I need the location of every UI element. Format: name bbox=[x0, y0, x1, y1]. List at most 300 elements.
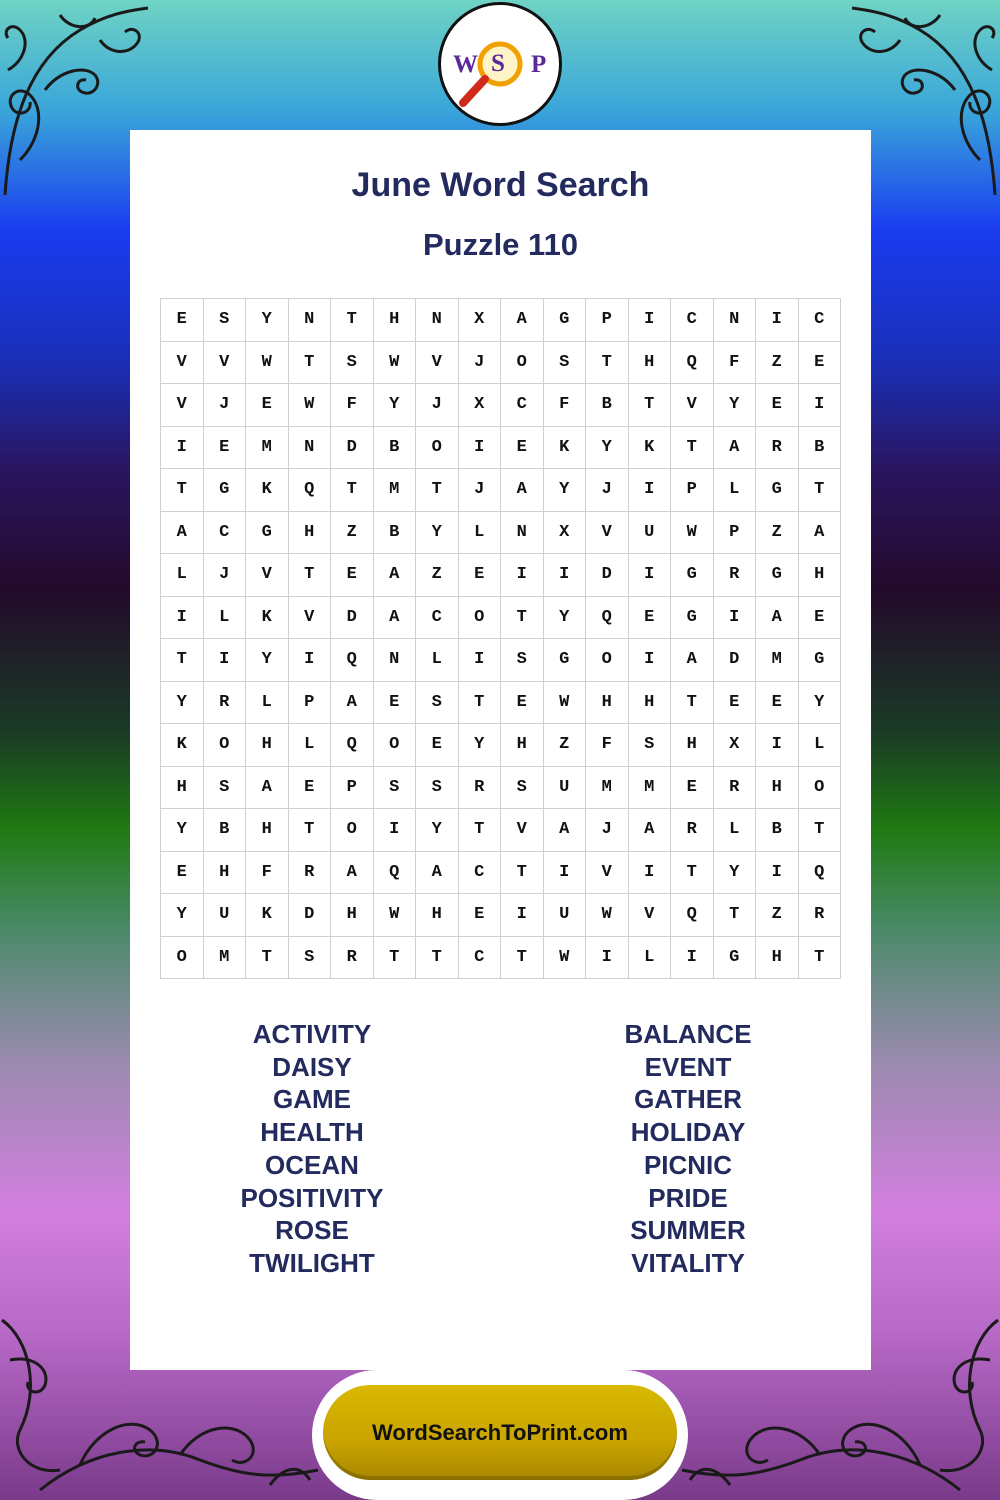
grid-cell[interactable]: R bbox=[671, 809, 714, 852]
grid-cell[interactable]: Q bbox=[586, 596, 629, 639]
grid-row bbox=[161, 809, 841, 852]
grid-cell[interactable]: V bbox=[161, 384, 204, 427]
grid-cell[interactable]: W bbox=[373, 894, 416, 937]
grid-cell[interactable]: T bbox=[798, 469, 841, 512]
grid-cell[interactable]: U bbox=[628, 511, 671, 554]
grid-cell[interactable]: V bbox=[586, 511, 629, 554]
grid-cell[interactable]: W bbox=[543, 681, 586, 724]
grid-cell[interactable]: G bbox=[246, 511, 289, 554]
grid-cell[interactable]: T bbox=[161, 469, 204, 512]
grid-cell[interactable]: J bbox=[458, 341, 501, 384]
grid-cell[interactable]: I bbox=[756, 851, 799, 894]
grid-cell[interactable]: X bbox=[458, 384, 501, 427]
grid-cell[interactable]: C bbox=[798, 299, 841, 342]
grid-cell[interactable]: I bbox=[798, 384, 841, 427]
grid-cell[interactable]: E bbox=[331, 554, 374, 597]
grid-cell[interactable]: T bbox=[501, 596, 544, 639]
grid-cell[interactable]: R bbox=[331, 936, 374, 979]
grid-cell[interactable]: Z bbox=[543, 724, 586, 767]
grid-cell[interactable]: Y bbox=[586, 426, 629, 469]
grid-cell[interactable]: Z bbox=[756, 511, 799, 554]
grid-cell[interactable]: E bbox=[713, 681, 756, 724]
grid-cell[interactable]: G bbox=[671, 596, 714, 639]
grid-cell[interactable]: I bbox=[671, 936, 714, 979]
grid-cell[interactable]: H bbox=[416, 894, 459, 937]
grid-cell[interactable]: E bbox=[756, 384, 799, 427]
grid-cell[interactable]: M bbox=[756, 639, 799, 682]
grid-cell[interactable]: E bbox=[161, 299, 204, 342]
grid-row bbox=[161, 894, 841, 937]
grid-row bbox=[161, 851, 841, 894]
grid-cell[interactable]: B bbox=[373, 426, 416, 469]
grid-cell[interactable]: G bbox=[543, 639, 586, 682]
grid-cell[interactable]: P bbox=[671, 469, 714, 512]
grid-row bbox=[161, 299, 841, 342]
grid-cell[interactable]: D bbox=[713, 639, 756, 682]
grid-cell[interactable]: N bbox=[288, 299, 331, 342]
grid-cell[interactable]: C bbox=[416, 596, 459, 639]
grid-cell[interactable]: E bbox=[203, 426, 246, 469]
grid-cell[interactable]: R bbox=[713, 766, 756, 809]
grid-cell[interactable]: U bbox=[543, 766, 586, 809]
grid-cell[interactable]: A bbox=[416, 851, 459, 894]
grid-cell[interactable]: P bbox=[288, 681, 331, 724]
grid-cell[interactable]: V bbox=[501, 809, 544, 852]
grid-cell[interactable]: E bbox=[416, 724, 459, 767]
grid-cell[interactable]: A bbox=[161, 511, 204, 554]
grid-cell[interactable]: M bbox=[246, 426, 289, 469]
grid-cell[interactable]: N bbox=[416, 299, 459, 342]
grid-cell[interactable]: B bbox=[203, 809, 246, 852]
corner-ornament-top-left bbox=[0, 0, 150, 200]
website-link-button[interactable]: WordSearchToPrint.com bbox=[323, 1385, 677, 1480]
grid-cell[interactable]: J bbox=[203, 384, 246, 427]
word-item: OCEAN bbox=[265, 1149, 359, 1180]
grid-cell[interactable]: I bbox=[161, 596, 204, 639]
grid-cell[interactable]: K bbox=[246, 596, 289, 639]
grid-cell[interactable]: K bbox=[246, 469, 289, 512]
grid-cell[interactable]: Z bbox=[756, 894, 799, 937]
grid-cell[interactable]: Y bbox=[543, 596, 586, 639]
grid-cell[interactable]: H bbox=[373, 299, 416, 342]
grid-cell[interactable]: M bbox=[373, 469, 416, 512]
word-item: DAISY bbox=[272, 1051, 352, 1082]
grid-cell[interactable]: T bbox=[458, 681, 501, 724]
grid-cell[interactable]: T bbox=[161, 639, 204, 682]
grid-cell[interactable]: E bbox=[458, 554, 501, 597]
word-item: ROSE bbox=[275, 1215, 349, 1246]
grid-cell[interactable]: J bbox=[586, 809, 629, 852]
grid-cell[interactable]: H bbox=[628, 681, 671, 724]
grid-cell[interactable]: C bbox=[203, 511, 246, 554]
grid-cell[interactable]: I bbox=[501, 894, 544, 937]
word-item: TWILIGHT bbox=[249, 1247, 375, 1278]
grid-cell[interactable]: W bbox=[246, 341, 289, 384]
grid-cell[interactable]: W bbox=[373, 341, 416, 384]
grid-cell[interactable]: L bbox=[713, 809, 756, 852]
grid-cell[interactable]: I bbox=[628, 299, 671, 342]
grid-cell[interactable]: Y bbox=[543, 469, 586, 512]
grid-cell[interactable]: T bbox=[331, 469, 374, 512]
grid-cell[interactable]: V bbox=[628, 894, 671, 937]
grid-cell[interactable]: R bbox=[756, 426, 799, 469]
grid-cell[interactable]: S bbox=[416, 766, 459, 809]
grid-cell[interactable]: T bbox=[798, 936, 841, 979]
grid-cell[interactable]: T bbox=[288, 809, 331, 852]
grid-cell[interactable]: T bbox=[798, 809, 841, 852]
logo-letter-s: S bbox=[491, 50, 505, 77]
grid-cell[interactable]: Q bbox=[373, 851, 416, 894]
grid-cell[interactable]: R bbox=[288, 851, 331, 894]
grid-cell[interactable]: P bbox=[586, 299, 629, 342]
grid-cell[interactable]: X bbox=[543, 511, 586, 554]
grid-cell[interactable]: T bbox=[288, 554, 331, 597]
grid-cell[interactable]: W bbox=[586, 894, 629, 937]
grid-cell[interactable]: U bbox=[543, 894, 586, 937]
grid-cell[interactable]: O bbox=[798, 766, 841, 809]
grid-cell[interactable]: I bbox=[628, 554, 671, 597]
grid-cell[interactable]: G bbox=[203, 469, 246, 512]
grid-cell[interactable]: J bbox=[416, 384, 459, 427]
grid-cell[interactable]: S bbox=[501, 639, 544, 682]
grid-cell[interactable]: E bbox=[373, 681, 416, 724]
grid-cell[interactable]: D bbox=[331, 596, 374, 639]
grid-cell[interactable]: K bbox=[543, 426, 586, 469]
grid-cell[interactable]: I bbox=[586, 936, 629, 979]
grid-cell[interactable]: B bbox=[373, 511, 416, 554]
grid-cell[interactable]: X bbox=[458, 299, 501, 342]
grid-cell[interactable]: O bbox=[161, 936, 204, 979]
grid-cell[interactable]: Q bbox=[798, 851, 841, 894]
grid-cell[interactable]: Z bbox=[756, 341, 799, 384]
grid-cell[interactable]: A bbox=[501, 469, 544, 512]
grid-cell[interactable]: I bbox=[543, 554, 586, 597]
grid-cell[interactable]: B bbox=[798, 426, 841, 469]
grid-cell[interactable]: L bbox=[161, 554, 204, 597]
grid-cell[interactable]: L bbox=[203, 596, 246, 639]
grid-row bbox=[161, 341, 841, 384]
grid-cell[interactable]: A bbox=[756, 596, 799, 639]
grid-cell[interactable]: H bbox=[246, 724, 289, 767]
puzzle-number: Puzzle 110 bbox=[422, 227, 579, 262]
grid-cell[interactable]: S bbox=[501, 766, 544, 809]
grid-cell[interactable]: T bbox=[246, 936, 289, 979]
grid-cell[interactable]: G bbox=[756, 554, 799, 597]
grid-cell[interactable]: Q bbox=[671, 894, 714, 937]
word-item: BALANCE bbox=[624, 1019, 752, 1049]
grid-cell[interactable]: Z bbox=[416, 554, 459, 597]
grid-cell[interactable]: I bbox=[161, 426, 204, 469]
grid-cell[interactable]: N bbox=[713, 299, 756, 342]
word-item: PICNIC bbox=[643, 1149, 733, 1180]
grid-cell[interactable]: V bbox=[671, 384, 714, 427]
grid-cell[interactable]: A bbox=[798, 511, 841, 554]
grid-cell[interactable]: G bbox=[671, 554, 714, 597]
grid-cell[interactable]: O bbox=[373, 724, 416, 767]
grid-cell[interactable]: L bbox=[458, 511, 501, 554]
grid-cell[interactable]: G bbox=[543, 299, 586, 342]
grid-row bbox=[161, 511, 841, 554]
grid-cell[interactable]: I bbox=[756, 724, 799, 767]
grid-cell[interactable]: Q bbox=[671, 341, 714, 384]
grid-cell[interactable]: S bbox=[331, 341, 374, 384]
grid-row bbox=[161, 681, 841, 724]
word-item: HEALTH bbox=[260, 1117, 364, 1148]
grid-cell[interactable]: Y bbox=[713, 851, 756, 894]
grid-cell[interactable]: F bbox=[586, 724, 629, 767]
grid-cell[interactable]: H bbox=[161, 766, 204, 809]
grid-cell[interactable]: F bbox=[331, 384, 374, 427]
grid-cell[interactable]: P bbox=[713, 511, 756, 554]
grid-cell[interactable]: Y bbox=[161, 894, 204, 937]
word-item: EVENT bbox=[644, 1051, 732, 1082]
grid-cell[interactable]: K bbox=[628, 426, 671, 469]
grid-cell[interactable]: J bbox=[203, 554, 246, 597]
grid-cell[interactable]: H bbox=[203, 851, 246, 894]
site-logo[interactable] bbox=[438, 2, 562, 126]
grid-cell[interactable]: D bbox=[586, 554, 629, 597]
grid-cell[interactable]: I bbox=[628, 639, 671, 682]
grid-cell[interactable]: D bbox=[288, 894, 331, 937]
grid-row bbox=[161, 426, 841, 469]
grid-cell[interactable]: M bbox=[203, 936, 246, 979]
grid-cell[interactable]: F bbox=[543, 384, 586, 427]
grid-row bbox=[161, 469, 841, 512]
grid-cell[interactable]: H bbox=[246, 809, 289, 852]
grid-cell[interactable]: G bbox=[798, 639, 841, 682]
grid-cell[interactable]: A bbox=[543, 809, 586, 852]
grid-cell[interactable]: R bbox=[203, 681, 246, 724]
grid-cell[interactable]: E bbox=[161, 851, 204, 894]
word-item: PRIDE bbox=[648, 1182, 728, 1213]
grid-cell[interactable]: Y bbox=[416, 511, 459, 554]
grid-cell[interactable]: V bbox=[246, 554, 289, 597]
grid-cell[interactable]: T bbox=[288, 341, 331, 384]
grid-cell[interactable]: T bbox=[628, 384, 671, 427]
grid-cell[interactable]: Y bbox=[161, 681, 204, 724]
grid-cell[interactable]: D bbox=[331, 426, 374, 469]
grid-cell[interactable]: A bbox=[671, 639, 714, 682]
grid-cell[interactable]: Q bbox=[288, 469, 331, 512]
logo-letter-w: W bbox=[453, 51, 478, 78]
grid-cell[interactable]: A bbox=[373, 596, 416, 639]
grid-cell[interactable]: H bbox=[331, 894, 374, 937]
grid-cell[interactable]: L bbox=[798, 724, 841, 767]
grid-cell[interactable]: A bbox=[501, 299, 544, 342]
grid-cell[interactable]: B bbox=[756, 809, 799, 852]
grid-cell[interactable]: Q bbox=[331, 724, 374, 767]
grid-cell[interactable]: L bbox=[246, 681, 289, 724]
grid-cell[interactable]: A bbox=[331, 681, 374, 724]
grid-cell[interactable]: T bbox=[416, 936, 459, 979]
grid-cell[interactable]: A bbox=[246, 766, 289, 809]
grid-cell[interactable]: T bbox=[501, 851, 544, 894]
grid-cell[interactable]: R bbox=[713, 554, 756, 597]
grid-cell[interactable]: E bbox=[671, 766, 714, 809]
grid-cell[interactable]: H bbox=[756, 766, 799, 809]
grid-cell[interactable]: M bbox=[586, 766, 629, 809]
grid-cell[interactable]: L bbox=[416, 639, 459, 682]
grid-cell[interactable]: U bbox=[203, 894, 246, 937]
grid-cell[interactable]: T bbox=[586, 341, 629, 384]
grid-cell[interactable]: O bbox=[416, 426, 459, 469]
grid-cell[interactable]: E bbox=[756, 681, 799, 724]
grid-cell[interactable]: S bbox=[416, 681, 459, 724]
grid-cell[interactable]: V bbox=[161, 341, 204, 384]
grid-cell[interactable]: I bbox=[756, 299, 799, 342]
grid-cell[interactable]: W bbox=[288, 384, 331, 427]
grid-cell[interactable]: I bbox=[501, 554, 544, 597]
grid-cell[interactable]: C bbox=[458, 936, 501, 979]
grid-cell[interactable]: Y bbox=[161, 809, 204, 852]
grid-cell[interactable]: H bbox=[798, 554, 841, 597]
grid-cell[interactable]: E bbox=[246, 384, 289, 427]
grid-cell[interactable]: N bbox=[373, 639, 416, 682]
grid-cell[interactable]: I bbox=[458, 639, 501, 682]
grid-cell[interactable]: Y bbox=[373, 384, 416, 427]
grid-cell[interactable]: V bbox=[586, 851, 629, 894]
grid-cell[interactable]: Y bbox=[246, 639, 289, 682]
grid-cell[interactable]: S bbox=[543, 341, 586, 384]
grid-cell[interactable]: T bbox=[671, 851, 714, 894]
word-item: ACTIVITY bbox=[252, 1019, 372, 1049]
word-item: POSITIVITY bbox=[240, 1182, 384, 1213]
grid-row bbox=[161, 554, 841, 597]
grid-cell[interactable]: E bbox=[501, 426, 544, 469]
grid-cell[interactable]: H bbox=[756, 936, 799, 979]
grid-cell[interactable]: Q bbox=[331, 639, 374, 682]
grid-cell[interactable]: N bbox=[501, 511, 544, 554]
grid-cell[interactable]: R bbox=[458, 766, 501, 809]
grid-cell[interactable]: V bbox=[416, 341, 459, 384]
word-item: GATHER bbox=[634, 1084, 742, 1115]
grid-row bbox=[161, 596, 841, 639]
grid-cell[interactable]: Z bbox=[331, 511, 374, 554]
grid-row bbox=[161, 724, 841, 767]
grid-cell[interactable]: T bbox=[713, 894, 756, 937]
grid-cell[interactable]: S bbox=[288, 936, 331, 979]
grid-cell[interactable]: T bbox=[671, 426, 714, 469]
grid-cell[interactable]: V bbox=[288, 596, 331, 639]
grid-cell[interactable]: E bbox=[628, 596, 671, 639]
word-item: GAME bbox=[273, 1084, 351, 1115]
page-title: June Word Search bbox=[351, 166, 650, 204]
grid-cell[interactable]: S bbox=[628, 724, 671, 767]
grid-cell[interactable]: L bbox=[628, 936, 671, 979]
grid-cell[interactable]: X bbox=[713, 724, 756, 767]
grid-cell[interactable]: S bbox=[203, 766, 246, 809]
corner-ornament-top-right bbox=[850, 0, 1000, 200]
grid-cell[interactable]: T bbox=[671, 681, 714, 724]
grid-cell[interactable]: F bbox=[713, 341, 756, 384]
grid-cell[interactable]: W bbox=[671, 511, 714, 554]
grid-cell[interactable]: S bbox=[203, 299, 246, 342]
grid-cell[interactable]: T bbox=[501, 936, 544, 979]
grid-cell[interactable]: E bbox=[798, 596, 841, 639]
grid-cell[interactable]: I bbox=[713, 596, 756, 639]
grid-cell[interactable]: T bbox=[416, 469, 459, 512]
grid-cell[interactable]: A bbox=[628, 809, 671, 852]
word-item: HOLIDAY bbox=[630, 1117, 746, 1148]
grid-cell[interactable]: I bbox=[458, 426, 501, 469]
grid-cell[interactable]: F bbox=[246, 851, 289, 894]
grid-cell[interactable]: J bbox=[458, 469, 501, 512]
grid-cell[interactable]: E bbox=[458, 894, 501, 937]
grid-cell[interactable]: C bbox=[501, 384, 544, 427]
grid-row bbox=[161, 936, 841, 979]
grid-cell[interactable]: L bbox=[713, 469, 756, 512]
grid-cell[interactable]: W bbox=[543, 936, 586, 979]
grid-cell[interactable]: R bbox=[798, 894, 841, 937]
grid-cell[interactable]: G bbox=[713, 936, 756, 979]
grid-cell[interactable]: N bbox=[288, 426, 331, 469]
grid-cell[interactable]: K bbox=[161, 724, 204, 767]
grid-cell[interactable]: I bbox=[373, 809, 416, 852]
grid-cell[interactable]: G bbox=[756, 469, 799, 512]
grid-cell[interactable]: Y bbox=[713, 384, 756, 427]
grid-cell[interactable]: T bbox=[331, 299, 374, 342]
grid-cell[interactable]: Y bbox=[416, 809, 459, 852]
word-item: VITALITY bbox=[631, 1247, 745, 1278]
letter-grid bbox=[160, 298, 841, 979]
grid-cell[interactable]: H bbox=[501, 724, 544, 767]
grid-row bbox=[161, 384, 841, 427]
grid-cell[interactable]: L bbox=[288, 724, 331, 767]
grid-cell[interactable]: E bbox=[501, 681, 544, 724]
grid-cell[interactable]: O bbox=[501, 341, 544, 384]
logo-letter-p: P bbox=[531, 51, 547, 78]
grid-cell[interactable]: M bbox=[628, 766, 671, 809]
grid-cell[interactable]: O bbox=[586, 639, 629, 682]
grid-cell[interactable]: T bbox=[458, 809, 501, 852]
grid-cell[interactable]: J bbox=[586, 469, 629, 512]
grid-cell[interactable]: K bbox=[246, 894, 289, 937]
grid-row bbox=[161, 639, 841, 682]
grid-cell[interactable]: I bbox=[543, 851, 586, 894]
grid-cell[interactable]: O bbox=[458, 596, 501, 639]
grid-cell[interactable]: H bbox=[628, 341, 671, 384]
grid-cell[interactable]: I bbox=[288, 639, 331, 682]
grid-cell[interactable]: I bbox=[628, 469, 671, 512]
grid-cell[interactable]: A bbox=[331, 851, 374, 894]
grid-cell[interactable]: Y bbox=[798, 681, 841, 724]
word-list-left bbox=[162, 1018, 462, 1280]
grid-cell[interactable]: V bbox=[203, 341, 246, 384]
grid-cell[interactable]: I bbox=[203, 639, 246, 682]
grid-cell[interactable]: T bbox=[373, 936, 416, 979]
grid-cell[interactable]: H bbox=[586, 681, 629, 724]
grid-cell[interactable]: Y bbox=[458, 724, 501, 767]
grid-cell[interactable]: H bbox=[671, 724, 714, 767]
grid-cell[interactable]: B bbox=[586, 384, 629, 427]
grid-row bbox=[161, 766, 841, 809]
grid-cell[interactable]: A bbox=[713, 426, 756, 469]
grid-cell[interactable]: P bbox=[331, 766, 374, 809]
grid-cell[interactable]: E bbox=[798, 341, 841, 384]
grid-cell[interactable]: Y bbox=[246, 299, 289, 342]
grid-cell[interactable]: C bbox=[458, 851, 501, 894]
grid-cell[interactable]: H bbox=[288, 511, 331, 554]
word-item: SUMMER bbox=[630, 1215, 746, 1246]
grid-cell[interactable]: S bbox=[373, 766, 416, 809]
grid-cell[interactable]: O bbox=[331, 809, 374, 852]
grid-cell[interactable]: A bbox=[373, 554, 416, 597]
grid-cell[interactable]: O bbox=[203, 724, 246, 767]
word-list-right bbox=[538, 1018, 838, 1280]
grid-cell[interactable]: E bbox=[288, 766, 331, 809]
grid-cell[interactable]: I bbox=[628, 851, 671, 894]
grid-cell[interactable]: C bbox=[671, 299, 714, 342]
